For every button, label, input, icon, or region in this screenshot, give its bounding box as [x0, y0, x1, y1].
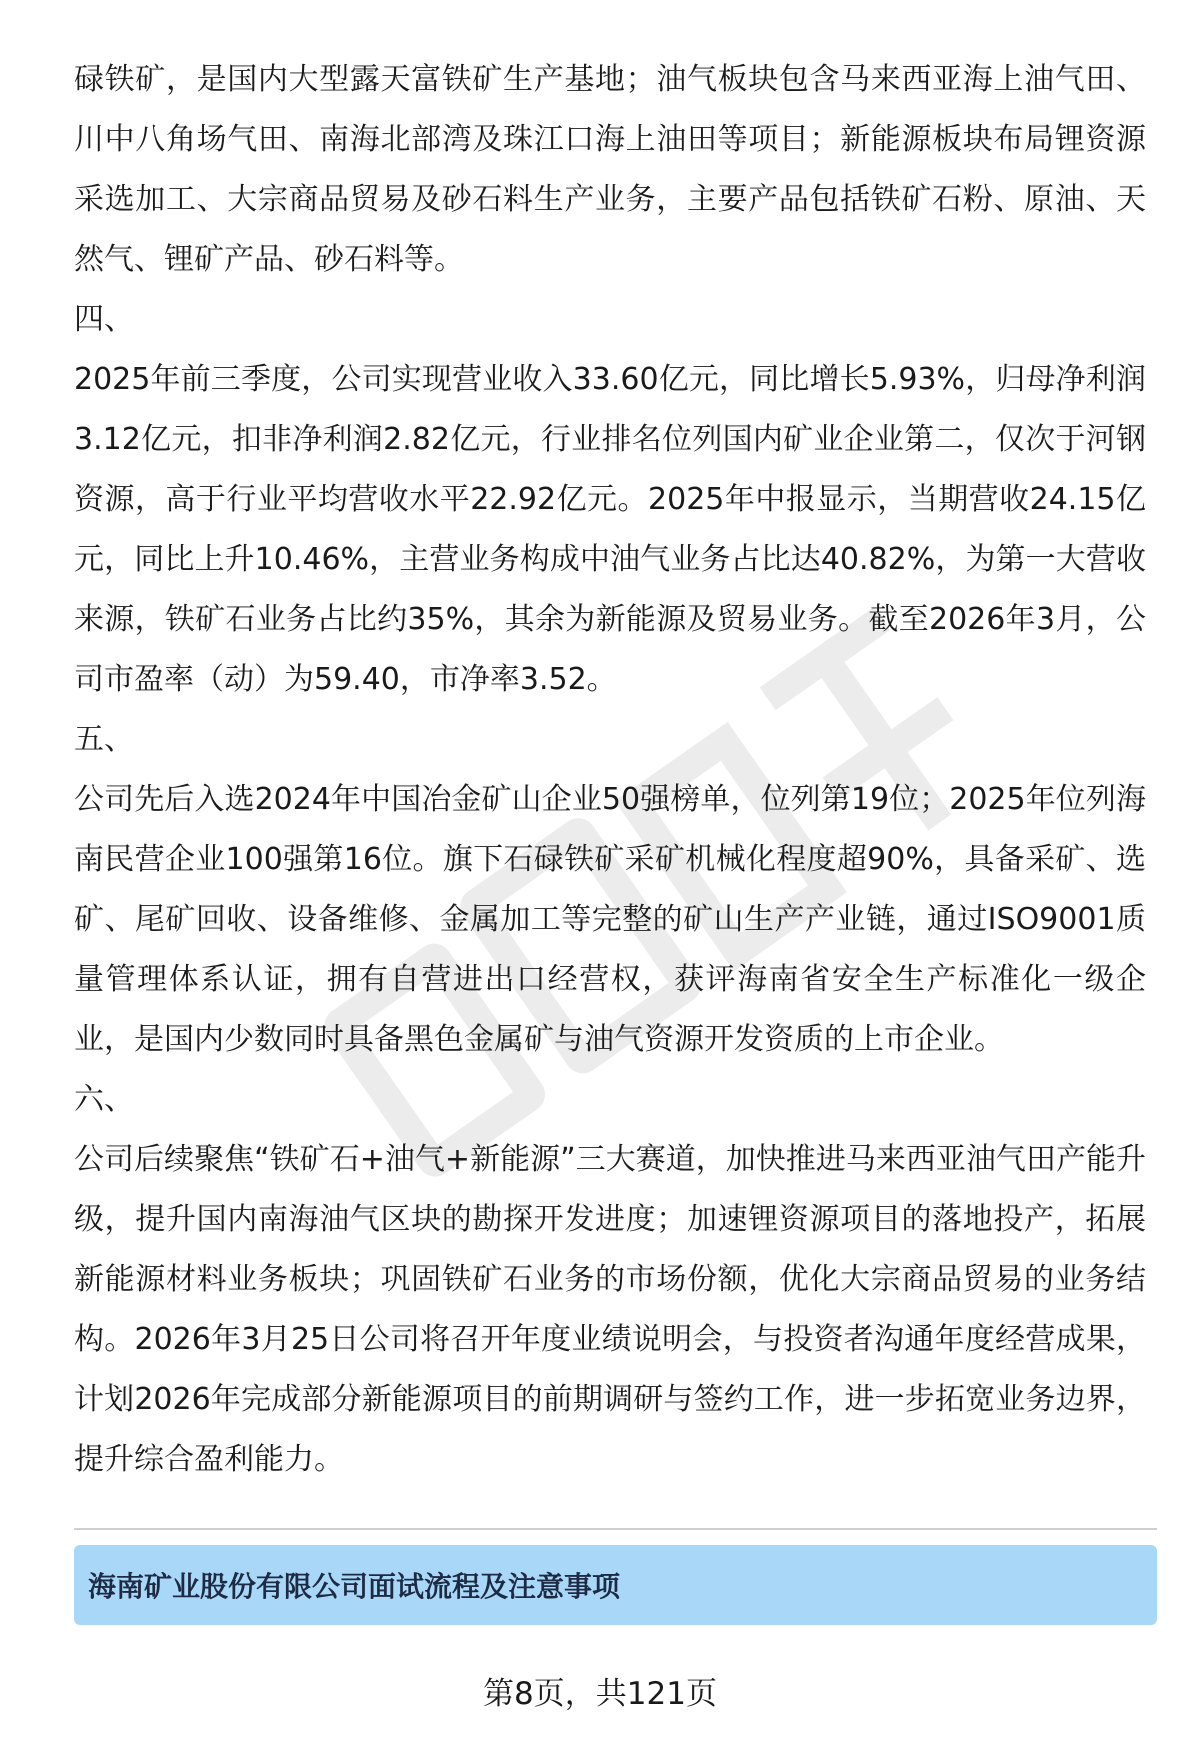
paragraph-honors: 公司先后入选2024年中国冶金矿山企业50强榜单，位列第19位；2025年位列海南民营企业100强第16位。旗下石碌铁矿采矿机械化程度超90%，具备采矿、选矿、尾矿回收、设备维修、金属加工等完整的矿山生产产业链，通过ISO9001质量管理体系认证，拥有自营进出口经营权，获评海南省安全生产标准化一级企业，是国内少数同时具备黑色金属矿与油气资源开发资质的上市企业。 [74, 782, 1146, 1057]
section-number-four: 四、 [74, 302, 134, 337]
section-number-five: 五、 [74, 722, 134, 757]
paragraph-intro-continued: 碌铁矿，是国内大型露天富铁矿生产基地；油气板块包含马来西亚海上油气田、川中八角场气田、南海北部湾及珠江口海上油田等项目；新能源板块布局锂资源采选加工、大宗商品贸易及砂石料生产业务，主要产品包括铁矿石粉、原油、天然气、锂矿产品、砂石料等。 [74, 62, 1146, 277]
paragraph-outlook: 公司后续聚焦“铁矿石+油气+新能源”三大赛道，加快推进马来西亚油气田产能升级，提升国内南海油气区块的勘探开发进度；加速锂资源项目的落地投产，拓展新能源材料业务板块；巩固铁矿石业务的市场份额，优化大宗商品贸易的业务结构。2026年3月25日公司将召开年度业绩说明会，与投资者沟通年度经营成果，计划2026年完成部分新能源项目的前期调研与签约工作，进一步拓宽业务边界，提升综合盈利能力。 [74, 1142, 1146, 1477]
page-number: 第8页，共121页 [483, 1676, 717, 1712]
paragraph-financials: 2025年前三季度，公司实现营业收入33.60亿元，同比增长5.93%，归母净利润3.12亿元，扣非净利润2.82亿元，行业排名位列国内矿业企业第二，仅次于河钢资源，高于行业平均营收水平22.92亿元。2025年中报显示，当期营收24.15亿元，同比上升10.46%，主营业务构成中油气业务占比达40.82%，为第一大营收来源，铁矿石业务占比约35%，其余为新能源及贸易业务。截至2026年3月，公司市盈率（动）为59.40，市净率3.52。 [74, 362, 1146, 697]
section-header-title: 海南矿业股份有限公司面试流程及注意事项 [88, 1570, 621, 1603]
section-divider [74, 1528, 1157, 1530]
section-number-six: 六、 [74, 1082, 134, 1117]
section-header-banner [74, 1545, 1157, 1625]
article-body [74, 50, 1146, 1490]
